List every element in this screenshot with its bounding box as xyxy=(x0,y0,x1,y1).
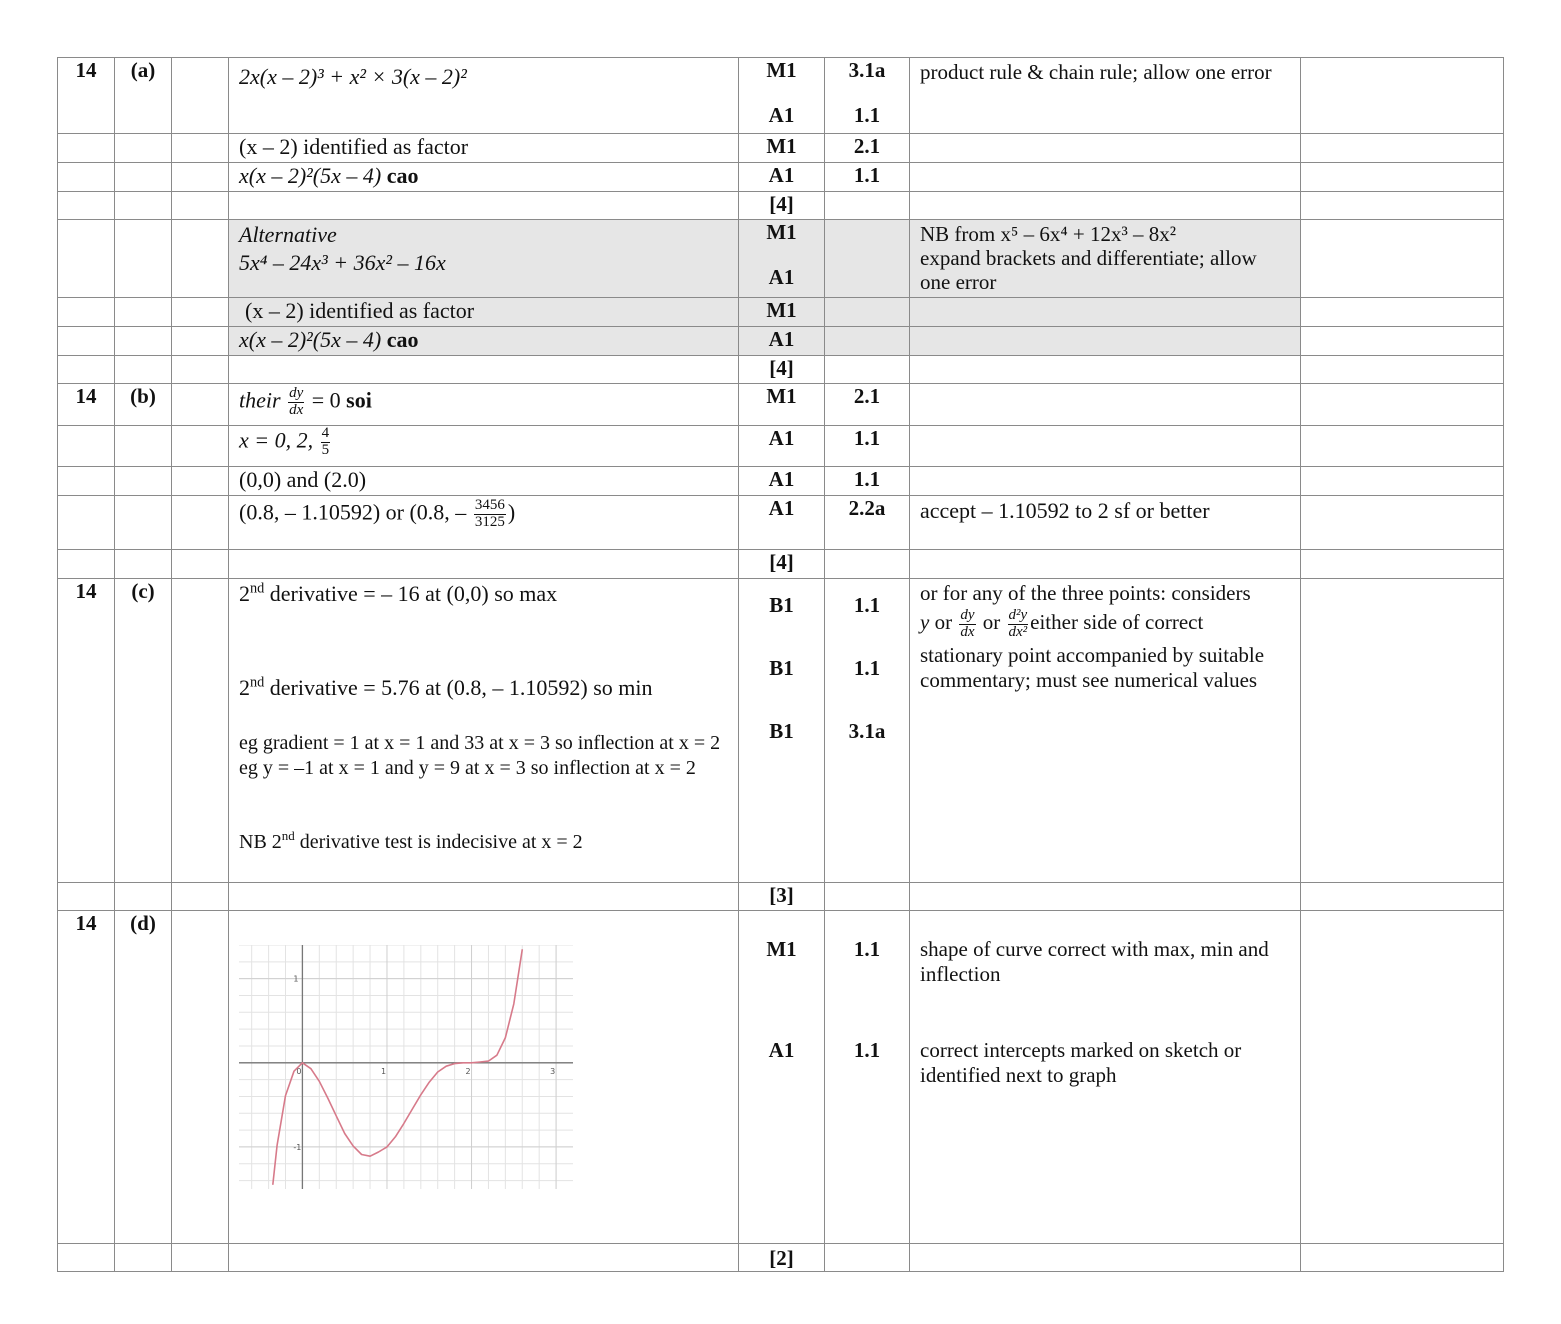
part-total: [4] xyxy=(739,550,825,579)
answer-cell: (x – 2) identified as factor xyxy=(229,134,739,163)
guidance-cell: or for any of the three points: considers y or $\frac{dy}{dx}$ or $\frac{\text{d²y}}{\text{dx²}}$ either side of correct stationary point accompanied by suitable commentary; must see numerical values xyxy=(910,579,1301,883)
fraction-3456-3125: $\frac{3456}{3125}$ xyxy=(474,497,505,530)
guidance-cell: shape of curve correct with max, min and inflection correct intercepts marked on sketch or identified next to graph xyxy=(910,911,1301,1244)
curve-line xyxy=(273,949,523,1185)
alternative-label: Alternative xyxy=(239,222,337,247)
y-tick-label: -1 xyxy=(293,1142,302,1152)
table-row: 14 (b) their $\frac{dy}{dx}$ = 0 soi M1 2.1 xyxy=(58,384,1504,426)
table-row xyxy=(58,220,1504,298)
answer-cell: x = 0, 2, $\frac{4}{5}$ xyxy=(229,426,739,467)
table-row xyxy=(58,58,1504,134)
x-tick-label: 0 xyxy=(296,1066,302,1076)
table-row xyxy=(58,356,1504,384)
guidance-cell: product rule & chain rule; allow one error xyxy=(910,58,1301,134)
y-tick-label: 1 xyxy=(293,974,299,984)
part-total: [4] xyxy=(739,192,825,220)
answer-cell: (0.8, – 1.10592) or (0.8, – $\frac{3456}{3125}$ ) xyxy=(229,496,739,550)
question-part: (a) xyxy=(115,58,172,134)
table-row xyxy=(58,192,1504,220)
question-number: 14 xyxy=(58,58,115,134)
curve-sketch xyxy=(239,945,573,1189)
part-total: [4] xyxy=(739,356,825,384)
dy-dx-fraction: $\frac{dy}{dx}$ xyxy=(289,385,304,418)
answer-cell: x(x – 2)²(5x – 4) cao xyxy=(229,163,739,192)
marks-cell: M1 A1 xyxy=(739,911,825,1244)
part-total: [2] xyxy=(739,1244,825,1272)
graph-cell xyxy=(229,911,739,1244)
table-row: 14 (d) 0 1 2 3 1 -1 M1 A1 1.1 1.1 shape of curve correct with max, min and inflection correct intercepts marked on sketch or identified next to graph xyxy=(58,911,1504,1244)
answer-cell: Alternative 5x⁴ – 24x³ + 36x² – 16x xyxy=(229,220,739,298)
answer-cell: (0,0) and (2.0) xyxy=(229,467,739,496)
mark-scheme-table xyxy=(57,57,1504,1272)
table-row: x(x – 2)²(5x – 4) cao A1 1.1 xyxy=(58,163,1504,192)
answer-cell: 2x(x – 2)³ + x² × 3(x – 2)² xyxy=(229,58,739,134)
table-row: 14 (c) 2nd derivative = – 16 at (0,0) so max 2nd derivative = 5.76 at (0.8, – 1.10592) so min eg gradient = 1 at x = 1 and 33 at x = 3 so inflection at x = 2 eg y = –1 at x = 1 and y = 9 at x = 3 so inflection at x = 2 NB 2nd derivative test is indecisive at x = 2 B1 B1 B1 1.1 1.1 3.1a or for any of the three points: considers y or $\frac{dy}{dx}$ or $\frac{\text{d²y}}{\text{dx²}}$ either side of correct stationary point accompanied by suitable commentary; must see numerical values xyxy=(58,579,1504,883)
table-row xyxy=(58,550,1504,579)
answer-cell: their $\frac{dy}{dx}$ = 0 soi xyxy=(229,384,739,426)
answer-cell: x(x – 2)²(5x – 4) cao xyxy=(229,327,739,356)
x-tick-label: 1 xyxy=(380,1066,387,1076)
four-fifths-fraction: $\frac{4}{5}$ xyxy=(321,425,330,458)
answer-cell: 2nd derivative = – 16 at (0,0) so max 2nd derivative = 5.76 at (0.8, – 1.10592) so min eg gradient = 1 at x = 1 and 33 at x = 3 so inflection at x = 2 eg y = –1 at x = 1 and y = 9 at x = 3 so inflection at x = 2 NB 2nd derivative test is indecisive at x = 2 xyxy=(229,579,739,883)
marks-cell: M1 A1 xyxy=(739,58,825,134)
ao-cell: 3.1a 1.1 xyxy=(825,58,910,134)
guidance-cell: accept – 1.10592 to 2 sf or better xyxy=(910,496,1301,550)
table-row: (0,0) and (2.0) A1 1.1 xyxy=(58,467,1504,496)
answer-cell: (x – 2) identified as factor xyxy=(229,298,739,327)
guidance-cell: NB from x⁵ – 6x⁴ + 12x³ – 8x² expand brackets and differentiate; allow one error xyxy=(910,220,1301,298)
table-row: x(x – 2)²(5x – 4) cao A1 xyxy=(58,327,1504,356)
table-row xyxy=(58,1244,1504,1272)
table-row: (x – 2) identified as factor M1 xyxy=(58,298,1504,327)
table-row: (0.8, – 1.10592) or (0.8, – $\frac{3456}{3125}$ ) A1 2.2a accept – 1.10592 to 2 sf or better xyxy=(58,496,1504,550)
part-total: [3] xyxy=(739,883,825,911)
x-tick-label: 2 xyxy=(465,1066,471,1076)
x-tick-label: 3 xyxy=(550,1066,556,1076)
table-row: (x – 2) identified as factor M1 2.1 xyxy=(58,134,1504,163)
table-row xyxy=(58,883,1504,911)
ao-cell: 1.1 1.1 3.1a xyxy=(825,579,910,883)
marks-cell: M1 A1 xyxy=(739,220,825,298)
table-row: x = 0, 2, $\frac{4}{5}$ A1 1.1 xyxy=(58,426,1504,467)
ao-cell: 1.1 1.1 xyxy=(825,911,910,1244)
marks-cell: B1 B1 B1 xyxy=(739,579,825,883)
